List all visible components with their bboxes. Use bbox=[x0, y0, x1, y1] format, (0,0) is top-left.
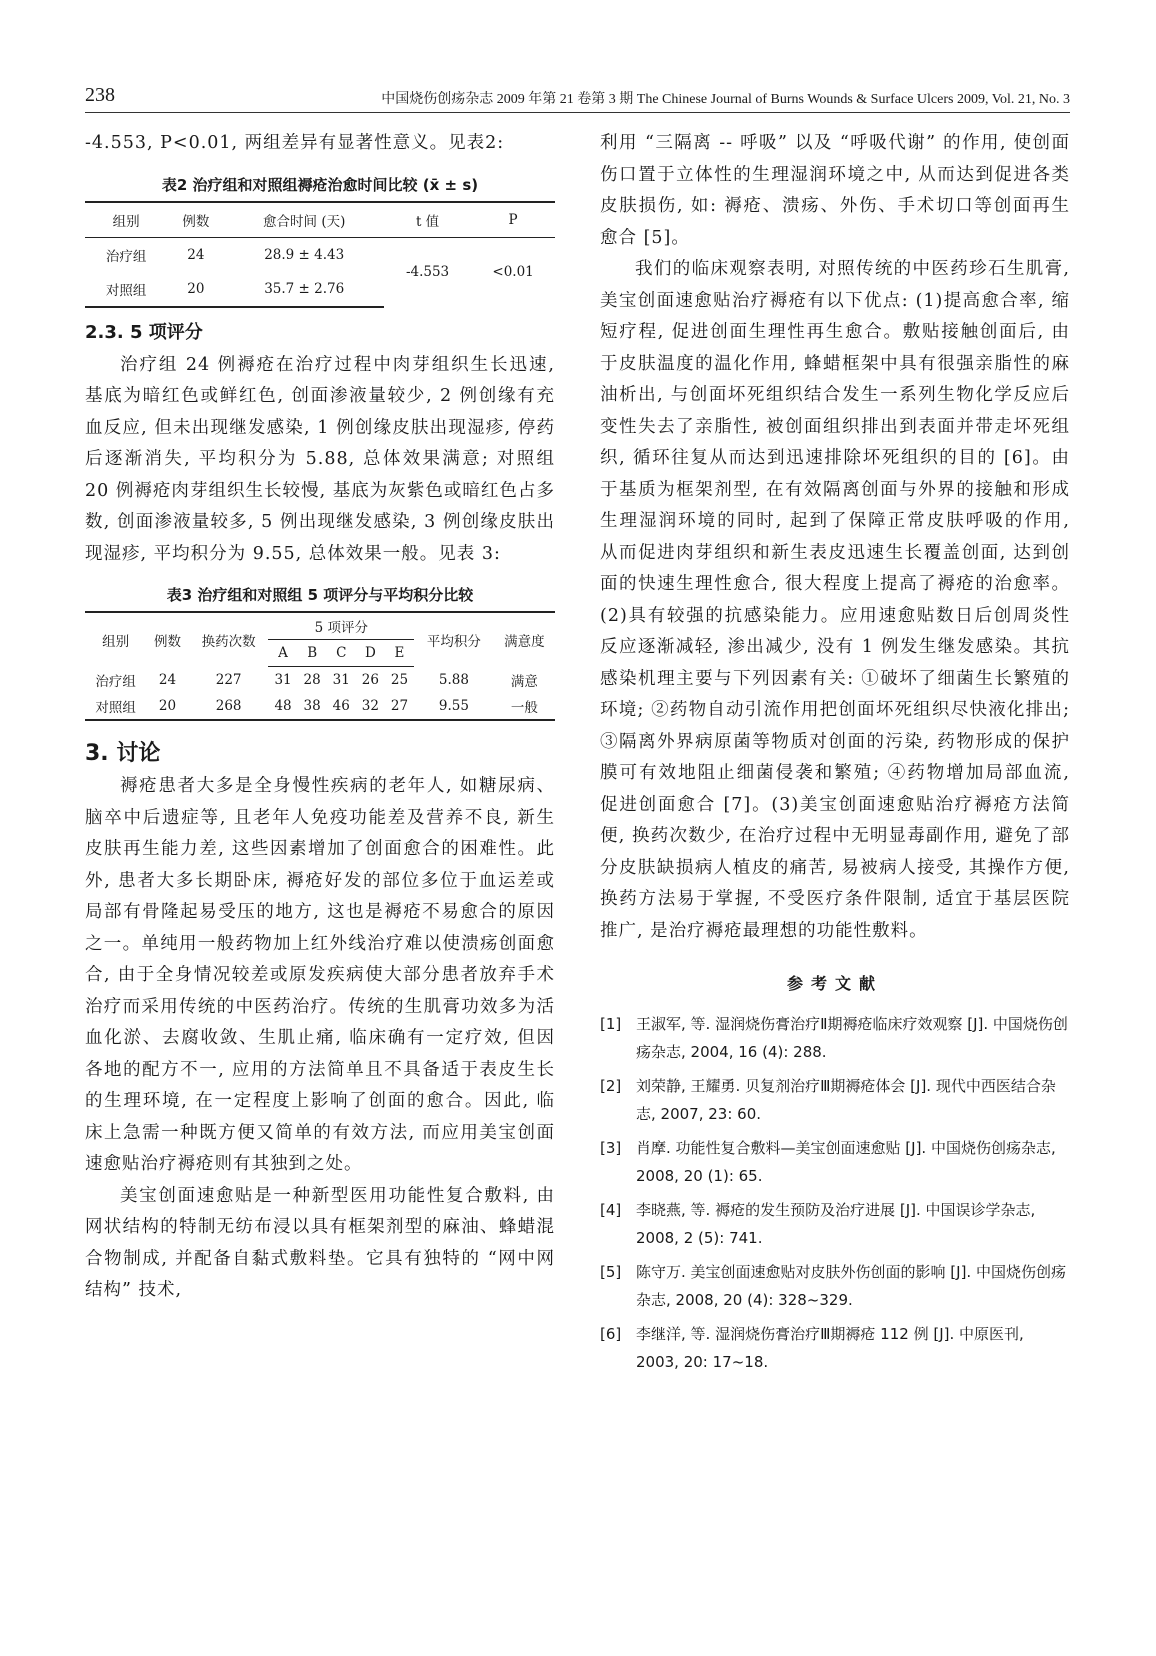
paragraph-continued-right: 利用 “三隔离 -- 呼吸” 以及 “呼吸代谢” 的作用, 使创面伤口置于立体性的生理湿润环境之中, 从而达到促进各类皮肤损伤, 如: 褥疮、溃疡、外伤、手术切口等创面再生愈合 [5]。 bbox=[600, 133, 1070, 248]
table2-header-row bbox=[85, 202, 555, 238]
table-cell: 26 bbox=[361, 672, 379, 688]
left-column bbox=[85, 128, 555, 1307]
reference-number: [4] bbox=[600, 1201, 622, 1219]
paragraph-discussion-2: 美宝创面速愈贴是一种新型医用功能性复合敷料, 由网状结构的特制无纺布浸以具有框架剂型的麻油、蜂蜡混合物制成, 并配备自黏式敷料垫。它具有独特的 “网中网结构” 技术, bbox=[85, 1185, 555, 1300]
table3-header-score5: 5 项评分 bbox=[268, 612, 414, 640]
table2-header-p: P bbox=[471, 202, 555, 238]
section-heading-2-3: 2.3. 5 项评分 bbox=[85, 321, 203, 343]
table-cell: 32 bbox=[356, 693, 385, 720]
table-cell: 24 bbox=[158, 671, 177, 688]
reference-item bbox=[600, 1196, 1070, 1252]
reference-text: 李晓燕, 等. 褥疮的发生预防及治疗进展 [J]. 中国误诊学杂志, 2008, 2 (5): 741. bbox=[636, 1201, 1036, 1247]
reference-item bbox=[600, 1010, 1070, 1066]
reference-text: 李继洋, 等. 湿润烧伤膏治疗Ⅲ期褥疮 112 例 [J]. 中原医刊, 2003, 20: 17~18. bbox=[636, 1325, 1024, 1371]
section-heading-3: 3. 讨论 bbox=[85, 741, 161, 766]
table3 bbox=[85, 611, 555, 721]
paragraph-2-3: 治疗组 24 例褥疮在治疗过程中肉芽组织生长迅速, 基底为暗红色或鲜红色, 创面渗液量较少, 2 例创缘有充血反应, 但未出现继发感染, 1 例创缘皮肤出现湿疹, 停药后逐渐消失, 平均积分为 5.88, 总体效果满意; 对照组 20 例褥疮肉芽组织生长较慢, 基底为灰紫色或暗红色占多数, 创面渗液量较多, 5 例出现继发感染, 3 例创缘皮肤出现湿疹, 平均积分为 9.55, 总体效果一般。见表 3: bbox=[85, 354, 555, 564]
table-cell: 一般 bbox=[494, 693, 555, 720]
table-cell: 38 bbox=[298, 693, 327, 720]
table2-header-n: 例数 bbox=[167, 202, 224, 238]
reference-number: [1] bbox=[600, 1015, 622, 1033]
table-cell: 27 bbox=[385, 693, 414, 720]
table3-header-changes: 换药次数 bbox=[189, 612, 269, 667]
right-column bbox=[600, 128, 1070, 1382]
reference-list bbox=[600, 1010, 1070, 1376]
page-number: 238 bbox=[85, 84, 115, 106]
table-cell: 25 bbox=[390, 672, 409, 688]
table2-t-value: -4.553 bbox=[405, 264, 450, 280]
reference-item bbox=[600, 1134, 1070, 1190]
table3-header-e: E bbox=[385, 640, 414, 667]
table2-caption: 表2 治疗组和对照组褥疮治愈时间比较 (x̄ ± s) bbox=[161, 175, 479, 194]
table-cell: 对照组 bbox=[85, 693, 146, 720]
journal-running-title: 中国烧伤创疡杂志 2009 年第 21 卷第 3 期 The Chinese Journal of Burns Wounds & Surface Ulcers 2009, Vol. 21, No. 3 bbox=[381, 92, 1070, 107]
table2-header-days: 愈合时间 (天) bbox=[224, 202, 383, 238]
table-cell: 28 bbox=[303, 672, 321, 688]
reference-number: [5] bbox=[600, 1263, 622, 1281]
table-cell: 48 bbox=[268, 693, 297, 720]
table-cell: 227 bbox=[215, 671, 242, 688]
paragraph-continued: -4.553, P<0.01, 两组差异有显著性意义。见表2: bbox=[85, 133, 505, 153]
table-cell: 5.88 bbox=[438, 671, 469, 688]
table-row bbox=[85, 693, 555, 720]
table3-header-row bbox=[85, 612, 555, 640]
table3-header-avg: 平均积分 bbox=[414, 612, 494, 667]
table-cell: 满意 bbox=[510, 673, 538, 690]
reference-number: [2] bbox=[600, 1077, 622, 1095]
table-cell: 46 bbox=[327, 693, 356, 720]
table-cell: 31 bbox=[274, 672, 292, 688]
paragraph-clinical-observation: 我们的临床观察表明, 对照传统的中医药珍石生肌膏, 美宝创面速愈贴治疗褥疮有以下优点: (1)提高愈合率, 缩短疗程, 促进创面生理性再生愈合。敷贴接触创面后, 由于皮肤温度的温化作用, 蜂蜡框架中具有很强亲脂性的麻油析出, 与创面坏死组织结合发生一系列生物化学反应后变性失去了亲脂性, 被创面组织排出到表面并带走坏死组织, 循环往复从而达到迅速排除坏死组织的目的 [6]。由于基质为框架剂型, 在有效隔离创面与外界的接触和形成生理湿润环境的同时, 起到了保障正常皮肤呼吸的作用, 从而促进肉芽组织和新生表皮迅速生长覆盖创面, 达到创面的快速生理性愈合, 很大程度上提高了褥疮的治愈率。(2)具有较强的抗感染能力。应用速愈贴数日后创周炎性反应逐渐减轻, 渗出减少, 没有 1 例发生继发感染。其抗感染机理主要与下列因素有关: ①破坏了细菌生长繁殖的环境; ②药物自动引流作用把创面坏死组织尽快液化排出; ③隔离外界病原菌等物质对创面的污染, 药物形成的保护膜可有效地阻止细菌侵袭和繁殖; ④药物增加局部血流, 促进创面愈合 [7]。(3)美宝创面速愈贴治疗褥疮方法简便, 换药次数少, 在治疗过程中无明显毒副作用, 避免了部分皮肤缺损病人植皮的痛苦, 易被病人接受, 其操作方便, 换药方法易于掌握, 不受医疗条件限制, 适宜于基层医院推广, 是治疗褥疮最理想的功能性敷料。 bbox=[600, 259, 1070, 941]
table3-header-b: B bbox=[298, 640, 327, 667]
table3-caption: 表3 治疗组和对照组 5 项评分与平均积分比较 bbox=[166, 586, 474, 604]
table2-header-group: 组别 bbox=[85, 202, 167, 238]
references-title: 参考文献 bbox=[786, 974, 883, 993]
table2 bbox=[85, 201, 555, 308]
table3-header-a: A bbox=[268, 640, 297, 667]
table3-header-satisfaction: 满意度 bbox=[494, 612, 555, 667]
reference-text: 刘荣静, 王耀勇. 贝复剂治疗Ⅲ期褥疮体会 [J]. 现代中西医结合杂志, 2007, 23: 60. bbox=[636, 1077, 1056, 1123]
table-cell: 治疗组 bbox=[105, 248, 147, 265]
table-cell: 35.7 ± 2.76 bbox=[224, 272, 383, 307]
reference-text: 王淑军, 等. 湿润烧伤膏治疗Ⅱ期褥疮临床疗效观察 [J]. 中国烧伤创疡杂志, 2004, 16 (4): 288. bbox=[636, 1015, 1068, 1061]
table-cell: 9.55 bbox=[414, 693, 494, 720]
table-cell: 24 bbox=[187, 246, 205, 263]
table-cell: 31 bbox=[332, 672, 350, 688]
table-cell: 20 bbox=[146, 693, 189, 720]
table2-p-value: <0.01 bbox=[492, 264, 534, 280]
reference-item bbox=[600, 1072, 1070, 1128]
table-row bbox=[85, 667, 555, 694]
reference-item bbox=[600, 1258, 1070, 1314]
table3-header-d: D bbox=[356, 640, 385, 667]
table3-header-group: 组别 bbox=[85, 612, 146, 667]
paragraph-discussion-1: 褥疮患者大多是全身慢性疾病的老年人, 如糖尿病、脑卒中后遗症等, 且老年人免疫功能差及营养不良, 新生皮肤再生能力差, 这些因素增加了创面愈合的困难性。此外, 患者大多长期卧床, 褥疮好发的部位多位于血运差或局部有骨隆起易受压的地方, 这也是褥疮不易愈合的原因之一。单纯用一般药物加上红外线治疗难以使溃疡创面愈合, 由于全身情况较差或原发疾病使大部分患者放弃手术治疗而采用传统的中医药治疗。传统的生肌膏功效多为活血化淤、去腐收敛、生肌止痛, 临床确有一定疗效, 但因各地的配方不一, 应用的方法简单且不具备适于表皮生长的生理环境, 在一定程度上影响了创面的愈合。因此, 临床上急需一种既方便又简单的有效方法, 而应用美宝创面速愈贴治疗褥疮则有其独到之处。 bbox=[85, 776, 555, 1174]
reference-number: [3] bbox=[600, 1139, 622, 1157]
table-row bbox=[85, 237, 555, 272]
table3-header-n: 例数 bbox=[146, 612, 189, 667]
table2-header-t: t 值 bbox=[384, 202, 471, 238]
table-cell: 268 bbox=[189, 693, 269, 720]
table-cell: 对照组 bbox=[85, 272, 167, 307]
header-rule bbox=[85, 112, 1070, 113]
table-cell: 28.9 ± 4.43 bbox=[264, 246, 345, 263]
running-header bbox=[85, 84, 1070, 110]
reference-text: 肖摩. 功能性复合敷料—美宝创面速愈贴 [J]. 中国烧伤创疡杂志, 2008, 20 (1): 65. bbox=[636, 1139, 1056, 1185]
table3-header-c: C bbox=[327, 640, 356, 667]
reference-text: 陈守万. 美宝创面速愈贴对皮肤外伤创面的影响 [J]. 中国烧伤创疡杂志, 2008, 20 (4): 328~329. bbox=[636, 1263, 1066, 1309]
table-cell: 治疗组 bbox=[95, 673, 136, 690]
table-cell: 20 bbox=[167, 272, 224, 307]
reference-number: [6] bbox=[600, 1325, 622, 1343]
reference-item bbox=[600, 1320, 1070, 1376]
